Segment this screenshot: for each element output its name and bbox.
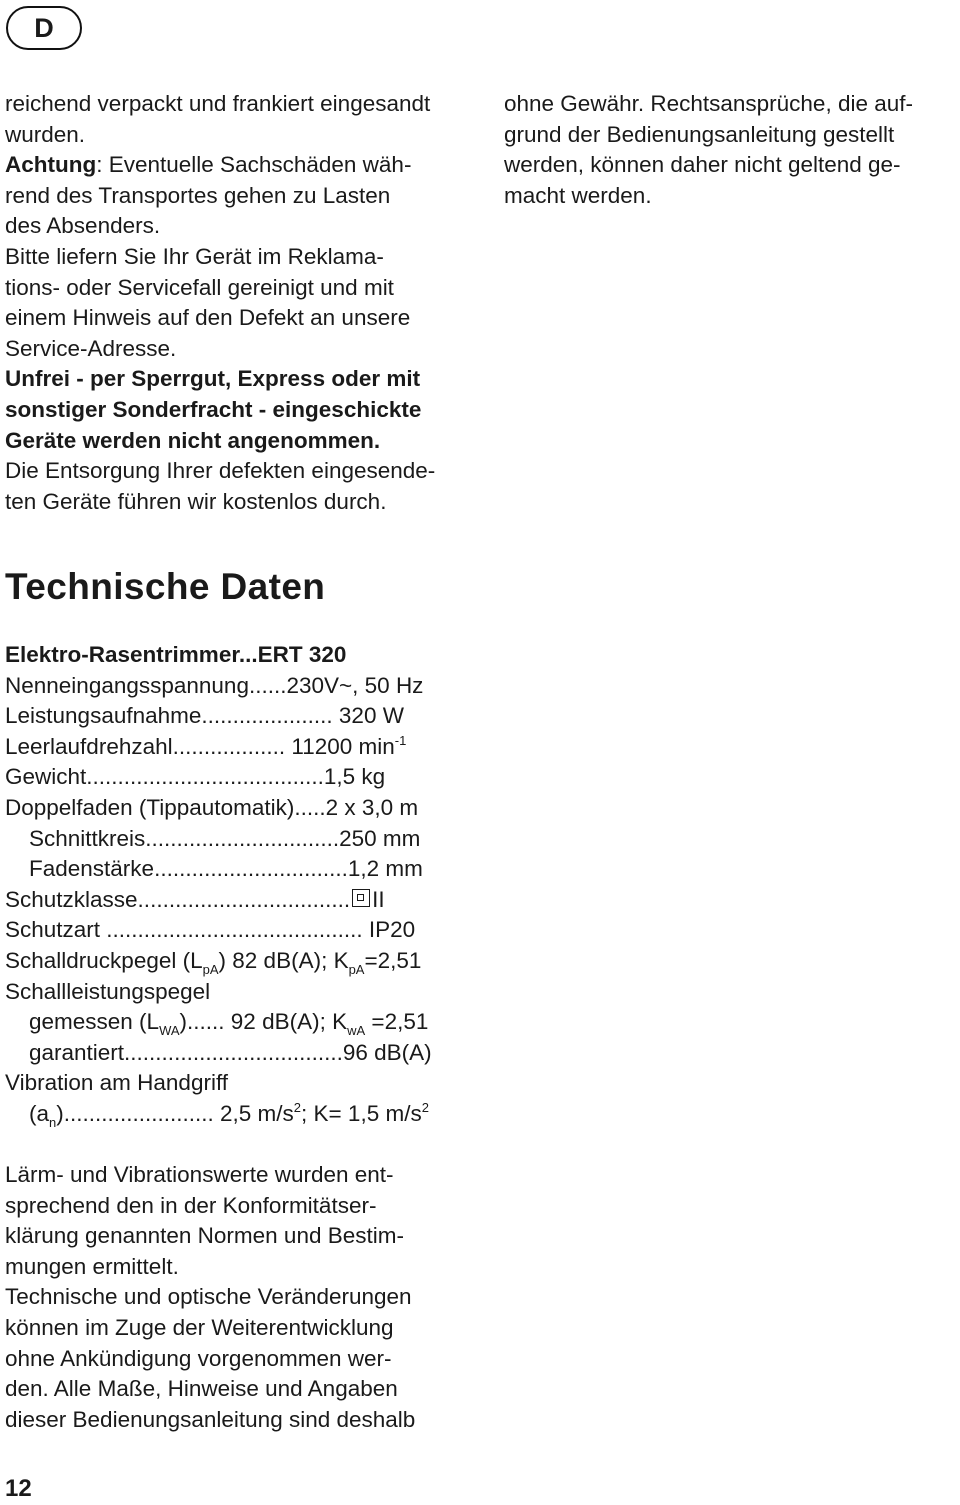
text-line: Technische und optische Veränderungen <box>5 1284 412 1310</box>
spec-idle-speed-text: Leerlaufdrehzahl.................. 11200 min <box>5 733 395 759</box>
section-title: Technische Daten <box>5 566 326 607</box>
spec-protection-class <box>5 885 485 916</box>
attention-label: Achtung <box>5 152 97 178</box>
spec-power: Leistungsaufnahme..................... 320 W <box>5 703 404 729</box>
text-line: grund der Bedienungsanleitung gestellt <box>504 121 895 147</box>
spec-vibration-label: Vibration am Handgriff <box>5 1070 229 1096</box>
technical-specs-list <box>5 640 485 1130</box>
text-line: des Absenders. <box>5 213 161 239</box>
text-line: einem Hinweis auf den Defekt an unsere <box>5 305 411 331</box>
page-number: 12 <box>5 1475 32 1502</box>
spl-text: Schalldruckpegel (L <box>5 947 203 973</box>
spl-subscript: pA <box>202 961 219 977</box>
text-line: wurden. <box>5 121 86 147</box>
vib-text: ; K= 1,5 m/s <box>301 1100 422 1126</box>
measured-text: )...... 92 dB(A); K <box>179 1009 348 1035</box>
spec-vibration-value <box>5 1099 485 1130</box>
text-line: ten Geräte führen wir kostenlos durch. <box>5 488 387 514</box>
text-line: Die Entsorgung Ihrer defekten eingesende- <box>5 458 436 484</box>
text-line: dieser Bedienungsanleitung sind deshalb <box>5 1406 416 1432</box>
text-line: Bitte liefern Sie Ihr Gerät im Reklama- <box>5 243 384 269</box>
text-line: sprechend den in der Konformitätser- <box>5 1192 377 1218</box>
text-line: macht werden. <box>504 182 652 208</box>
vib-text: (a <box>29 1100 50 1126</box>
spec-voltage: Nenneingangsspannung......230V~, 50 Hz <box>5 672 424 698</box>
vib-superscript: 2 <box>293 1099 302 1115</box>
spec-sound-power-label: Schallleistungspegel <box>5 978 211 1004</box>
measured-subscript: wA <box>347 1023 366 1039</box>
vib-text: )........................ 2,5 m/s <box>56 1100 294 1126</box>
spec-sound-power-guaranteed: garantiert...................................96 dB(A) <box>29 1039 432 1065</box>
attention-text: : Eventuelle Sachschäden wäh- <box>96 152 412 178</box>
warranty-text-left-column <box>5 89 485 517</box>
spec-protection-type: Schutzart ......................................... IP20 <box>5 917 416 943</box>
spec-line: Doppelfaden (Tippautomatik).....2 x 3,0 m <box>5 794 419 820</box>
text-line: können im Zuge der Weiterentwicklung <box>5 1314 394 1340</box>
text-line: rend des Transportes gehen zu Lasten <box>5 182 391 208</box>
text-line: klärung genannten Normen und Bestim- <box>5 1223 404 1249</box>
bold-notice-line: Geräte werden nicht angenommen. <box>5 427 381 453</box>
measured-subscript: WA <box>159 1023 180 1039</box>
text-line: reichend verpackt und frankiert eingesandt <box>5 91 431 116</box>
text-line: Service-Adresse. <box>5 335 177 361</box>
spec-weight: Gewicht......................................1,5 kg <box>5 764 386 790</box>
attention-line <box>5 150 485 181</box>
bold-notice-line: sonstiger Sonderfracht - eingeschickte <box>5 396 422 422</box>
measured-text: =2,51 <box>365 1009 429 1035</box>
bold-notice-line: Unfrei - per Sperrgut, Express oder mit <box>5 366 421 392</box>
text-line: tions- oder Servicefall gereinigt und mit <box>5 274 394 300</box>
double-insulation-icon <box>352 889 370 907</box>
spec-idle-speed-exponent: -1 <box>394 732 407 748</box>
spec-model: Elektro-Rasentrimmer...ERT 320 <box>5 642 347 667</box>
spec-line-thickness: Fadenstärke...............................1,2 mm <box>29 856 423 882</box>
text-line: ohne Gewähr. Rechtsansprüche, die auf- <box>504 91 913 116</box>
text-line: Lärm- und Vibrationswerte wurden ent- <box>5 1162 394 1187</box>
spec-sound-pressure <box>5 946 485 977</box>
spec-protection-class-text: Schutzklasse.................................. <box>5 886 351 912</box>
spec-cut-circle: Schnittkreis...............................250 mm <box>29 825 421 851</box>
spec-idle-speed <box>5 732 485 763</box>
measured-text: gemessen (L <box>29 1009 160 1035</box>
language-badge <box>6 6 82 50</box>
spl-text: =2,51 <box>364 947 422 973</box>
spec-sound-power-measured <box>5 1007 485 1038</box>
spl-subscript: pA <box>348 961 365 977</box>
vib-superscript: 2 <box>421 1099 429 1115</box>
warranty-text-right-column <box>504 89 954 211</box>
text-line: ohne Ankündigung vorgenommen wer- <box>5 1345 392 1371</box>
vib-subscript: n <box>49 1114 57 1130</box>
measurement-notes <box>5 1160 485 1435</box>
text-line: werden, können daher nicht geltend ge- <box>504 152 901 178</box>
spec-protection-class-value: II <box>372 886 385 912</box>
language-code: D <box>34 12 54 43</box>
spl-text: ) 82 dB(A); K <box>218 947 349 973</box>
text-line: mungen ermittelt. <box>5 1253 179 1279</box>
text-line: den. Alle Maße, Hinweise und Angaben <box>5 1376 398 1402</box>
